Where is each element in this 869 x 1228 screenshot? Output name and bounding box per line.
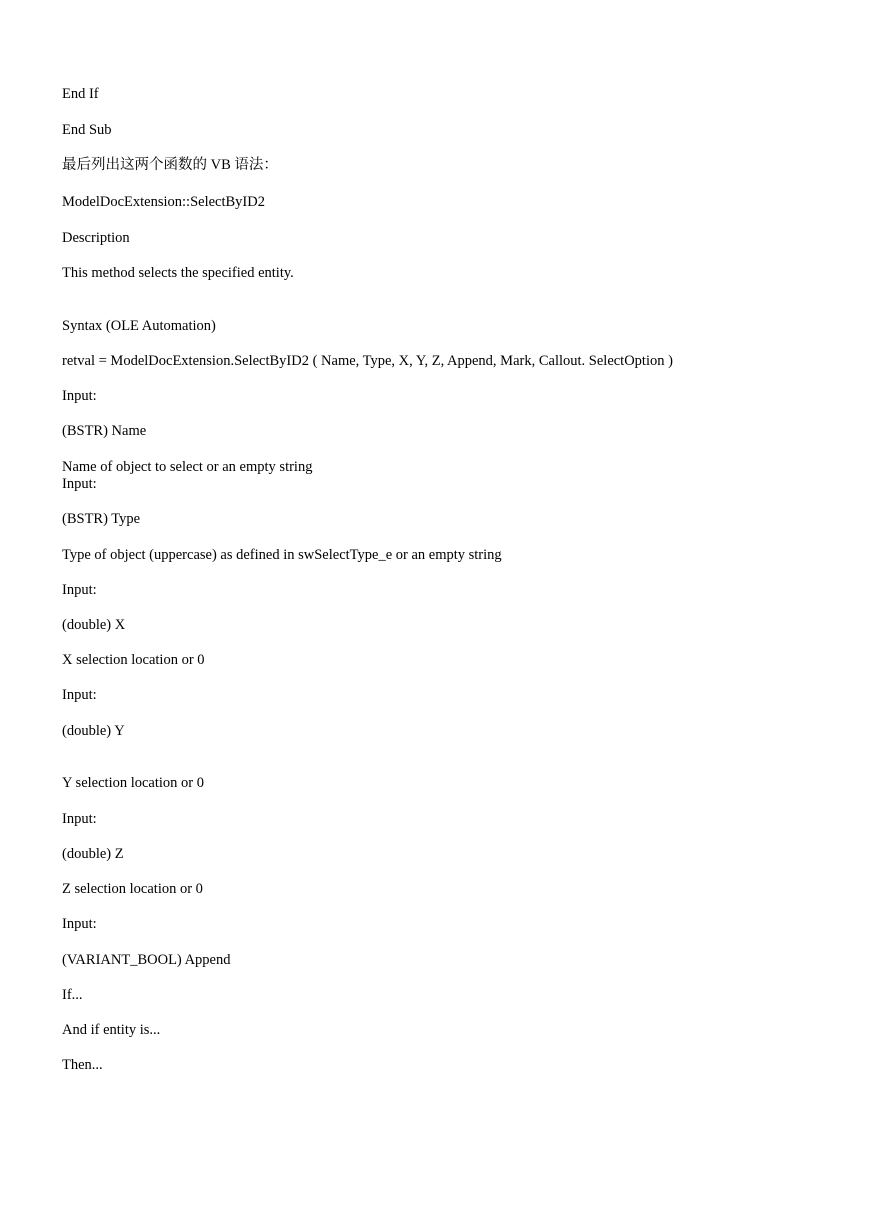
param-x-type: (double) X bbox=[62, 617, 126, 633]
param-y-type: (double) Y bbox=[62, 723, 125, 739]
syntax-signature: retval = ModelDocExtension.SelectByID2 ( Name, Type, X, Y, Z, Append, Mark, Callout. SelectOption ) bbox=[62, 353, 673, 369]
param-input-label: Input: bbox=[62, 582, 97, 598]
param-type-type: (BSTR) Type bbox=[62, 511, 141, 527]
param-type-description: Type of object (uppercase) as defined in swSelectType_e or an empty string bbox=[62, 547, 502, 563]
param-name-type: (BSTR) Name bbox=[62, 423, 147, 439]
param-append-type: (VARIANT_BOOL) Append bbox=[62, 952, 231, 968]
append-table-header-then: Then... bbox=[62, 1057, 103, 1073]
param-y-description: Y selection location or 0 bbox=[62, 775, 205, 791]
param-z-description: Z selection location or 0 bbox=[62, 881, 203, 897]
code-end-sub: End Sub bbox=[62, 122, 112, 138]
description-text: This method selects the specified entity. bbox=[62, 265, 294, 281]
param-input-label: Input: bbox=[62, 476, 97, 492]
syntax-heading: Syntax (OLE Automation) bbox=[62, 318, 216, 334]
section-intro-text: 最后列出这两个函数的 VB 语法： bbox=[62, 157, 278, 173]
param-x-description: X selection location or 0 bbox=[62, 652, 205, 668]
param-input-label: Input: bbox=[62, 687, 97, 703]
param-z-type: (double) Z bbox=[62, 846, 124, 862]
description-heading: Description bbox=[62, 230, 130, 246]
param-input-label: Input: bbox=[62, 811, 97, 827]
append-table-header-entity: And if entity is... bbox=[62, 1022, 161, 1038]
param-name-description: Name of object to select or an empty string bbox=[62, 459, 313, 475]
method-title: ModelDocExtension::SelectByID2 bbox=[62, 194, 265, 210]
append-table-header-if: If... bbox=[62, 987, 83, 1003]
param-input-label: Input: bbox=[62, 916, 97, 932]
code-end-if: End If bbox=[62, 86, 99, 102]
param-input-label: Input: bbox=[62, 388, 97, 404]
